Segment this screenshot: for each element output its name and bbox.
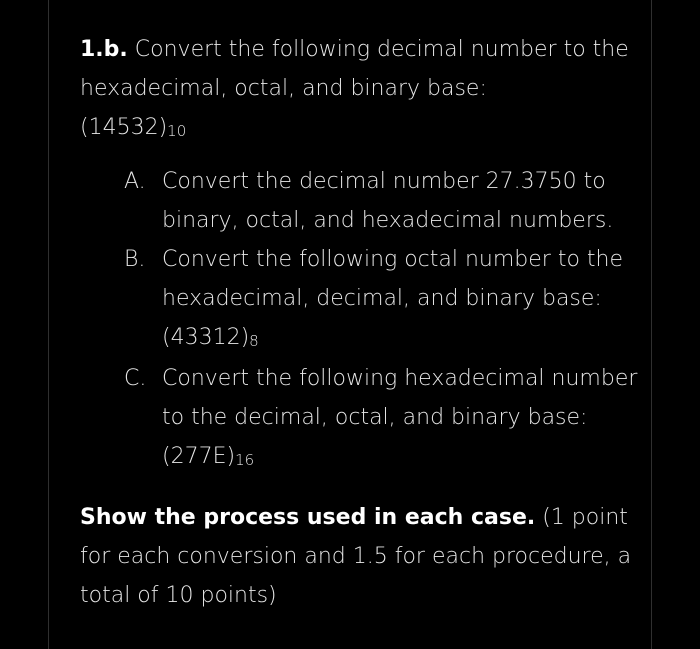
sub-question-c (80, 359, 640, 478)
sub-question-value-base: 16 (235, 451, 255, 469)
question-intro-text: Convert the following decimal number to the hexadecimal, octal, and binary base: (80, 37, 629, 101)
sub-question-b (80, 240, 640, 359)
list-marker: B. (124, 247, 146, 272)
question-content (80, 30, 640, 615)
question-value-base: 10 (167, 122, 187, 140)
sub-question-list (80, 162, 640, 478)
sub-question-text: Convert the following hexadecimal number to the decimal, octal, and binary base: (162, 366, 638, 430)
question-number: 1.b. (80, 37, 128, 62)
sub-question-value-base: 8 (249, 332, 259, 350)
instructions-text: (1 point for each conversion and 1.5 for each procedure, a total of 10 points) (80, 505, 632, 608)
question-value: (14532) (80, 115, 168, 140)
sub-question-a (80, 162, 640, 240)
instructions (80, 498, 640, 615)
sub-question-text: Convert the following octal number to the hexadecimal, decimal, and binary base: (162, 247, 624, 311)
sub-question-text: Convert the decimal number 27.3750 to binary, octal, and hexadecimal numbers. (162, 169, 614, 233)
sub-question-value: (277E) (162, 444, 236, 469)
question-intro (80, 30, 640, 149)
list-marker: A. (124, 169, 146, 194)
sub-question-value: (43312) (162, 325, 250, 350)
instructions-emphasis: Show the process used in each case. (80, 505, 536, 530)
list-marker: C. (124, 366, 147, 391)
